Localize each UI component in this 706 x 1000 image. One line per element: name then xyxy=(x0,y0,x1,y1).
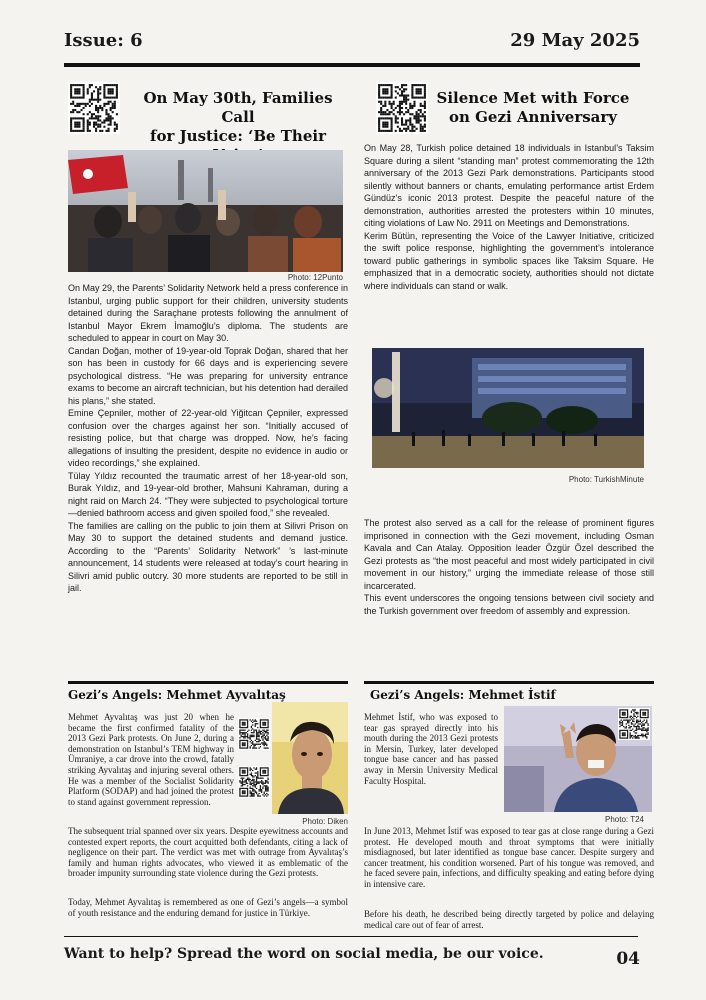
qr-code-icon[interactable] xyxy=(238,718,270,750)
paragraph: On May 28, Turkish police detained 18 individuals in Istanbul’s Taksim Square during a silent “standing man” protest commemorating the 12th anniversary of the 2013 Gezi Park demonstrations. Participants stood silently without banners or chants, emulating performance artist Erdem Gündüz’s iconic 2013 protest. Despite the peaceful nature of the demonstration, authorities arrested the protesters within 10 minutes, citing violations of Law No. 2911 on Meetings and Demonstrations. xyxy=(364,143,654,228)
angel-right-photo-credit: Photo: T24 xyxy=(605,815,644,824)
angel-left-para2: The subsequent trial spanned over six years. Despite eyewitness accounts and contested expert reports, the court acquitted both defendants, citing a lack of negligence on their part. The verdict was met with outrage from Ayvalıtaş’s family and human rights advocates, who viewed it as emblematic of the broader impunity surrounding state violence during the Gezi protests. xyxy=(68,826,348,879)
paragraph: The families are calling on the public to join them at Silivri Prison on May 30 to support the detained students and demand justice. According to the “Parents’ Solidarity Network” ’s last-minute announcement, 14 students were released at today’s court hearing in Silivri amid public outcry. 30 more students are reported to be still in jail. xyxy=(68,520,348,593)
qr-code-icon[interactable] xyxy=(376,82,428,134)
qr-code-icon[interactable] xyxy=(238,766,270,798)
section-rule xyxy=(364,681,654,684)
angel-left-para3: Today, Mehmet Ayvalıtaş is remembered as one of Gezi’s angels—a symbol of youth resistance and the enduring demand for justice in Türkiye. xyxy=(68,897,348,918)
paragraph: Emine Çepniler, mother of 22-year-old Yiğitcan Çepniler, expressed confusion over the charges against her son. “Initially accused of resisting police, but that charge was dropped. Now, he’s facing allegations of insulting the president, despite no evidence in audio or video recordings,” she explained. xyxy=(68,408,348,468)
right-photo-credit: Photo: TurkishMinute xyxy=(568,475,644,484)
angel-left-intro: Mehmet Ayvalıtaş was just 20 when he became the first confirmed fatality of the 2013 Gezi Park protests. On June 2, during a demonstration on Istanbul’s TEM highway in Ümraniye, a car drove into the crowd, fatally striking Ayvalıtaş and injuring several others. He was a member of the Socialist Solidarity Platform (SODAP) and had joined the protest to stand against government repression. xyxy=(68,712,234,807)
paragraph: Candan Doğan, mother of 19-year-old Toprak Doğan, shared that her son has been in custody for 66 days and is experiencing severe psychological distress. “He was preparing for university entrance exams to become an aircraft technician, but his detention had derailed his plans,” she stated. xyxy=(68,345,348,406)
paragraph: The protest also served as a call for the release of prominent figures imprisoned in connection with the Gezi movement, including Osman Kavala and Can Atalay. Opposition leader Özgür Özel described the Gezi protests as “the most peaceful and most widely participated in civil movement in our history,” urging the immediate release of those still incarcerated. xyxy=(364,518,654,591)
page-number: 04 xyxy=(616,949,640,969)
paragraph: Kerim Bütün, representing the Voice of the Lawyer Initiative, criticized the swift police response, highlighting the government’s intolerance toward public gatherings in symbolic spaces like Taksim Square. He emphasized that in a democratic society, authorities should not dictate where individuals can stand or walk. xyxy=(364,230,654,291)
paragraph: This event underscores the ongoing tensions between civil society and the Turkish government over freedom of assembly and expression. xyxy=(364,593,654,616)
mehmet-istif-photo xyxy=(504,706,652,812)
footer-rule xyxy=(64,936,638,937)
footer-call-to-action: Want to help? Spread the word on social media, be our voice. xyxy=(64,946,544,962)
left-article-body xyxy=(68,282,348,595)
angel-left-photo-credit: Photo: Diken xyxy=(302,817,348,826)
section-rule xyxy=(68,681,348,684)
issue-number: Issue: 6 xyxy=(64,30,143,51)
left-photo-credit: Photo: 12Punto xyxy=(287,273,343,282)
paragraph: On May 29, the Parents’ Solidarity Network held a press conference in Istanbul, urging public support for their children, university students detained during the Saraçhane protests following the annulment of Istanbul Mayor Ekrem İmamoğlu’s diploma. The students are scheduled to appear in court on May 30. xyxy=(68,283,348,343)
angel-left-title: Gezi’s Angels: Mehmet Ayvalıtaş xyxy=(68,688,286,702)
right-article-title: Silence Met with Force on Gezi Anniversary xyxy=(436,89,630,126)
issue-date: 29 May 2025 xyxy=(510,30,640,51)
right-article-body-top xyxy=(364,142,654,292)
paragraph: Tülay Yıldız recounted the traumatic arrest of her 18-year-old son, Burak Yıldız, and 19-year-old brother, Mahsuni Kahraman, during a night raid on March 24. “They were subjected to psychological torture—denied bathroom access and given spoiled food,” she revealed. xyxy=(68,470,348,518)
angel-right-para3: Before his death, he described being directly targeted by police and delaying medical care out of fear of arrest. xyxy=(364,909,654,930)
angel-right-para2: In June 2013, Mehmet İstif was exposed to tear gas at close range during a Gezi protest. He developed mouth and throat symptoms that were initially misdiagnosed, but later identified as tongue base cancer. Despite surgery and cancer treatment, his condition worsened. Part of his tongue was removed, and he faced severe pain, infections, and difficulty speaking and eating before dying in intensive care. xyxy=(364,826,654,889)
mehmet-ayvalitas-portrait xyxy=(272,702,348,814)
qr-code-icon[interactable] xyxy=(618,708,650,740)
taksim-square-night-photo xyxy=(372,348,644,468)
qr-code-icon[interactable] xyxy=(68,82,120,134)
protest-families-photo xyxy=(68,150,343,272)
left-article-title: On May 30th, Families Call for Justice: ‘Be Their xyxy=(143,89,333,145)
angel-right-title: Gezi’s Angels: Mehmet İstif xyxy=(370,688,556,702)
right-article-body-bottom xyxy=(364,517,654,617)
angel-right-intro: Mehmet İstif, who was exposed to tear gas sprayed directly into his mouth during the 2013 Gezi protests in Mersin, Turkey, later developed tongue base cancer and has passed away in Mersin University Medical Faculty Hospital. xyxy=(364,712,498,786)
header-rule xyxy=(64,63,640,67)
